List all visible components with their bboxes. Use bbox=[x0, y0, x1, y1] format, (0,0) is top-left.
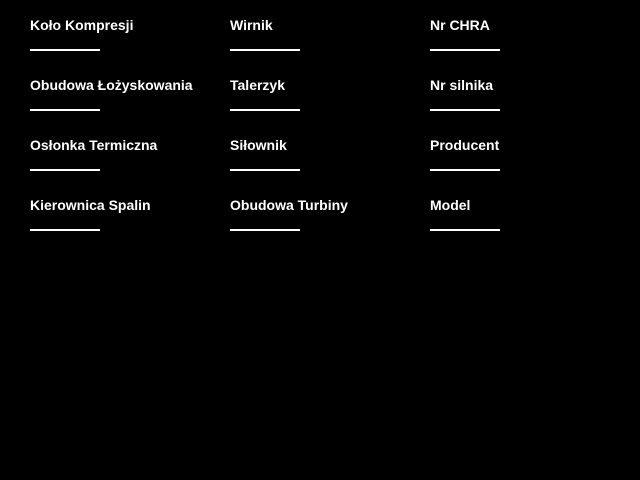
field-wirnik bbox=[230, 0, 430, 60]
field-label: Siłownik bbox=[230, 137, 287, 153]
field-value-slot[interactable] bbox=[230, 148, 300, 171]
field-label: Model bbox=[430, 197, 471, 213]
field-obudowa-turbiny bbox=[230, 180, 430, 240]
parts-form bbox=[30, 0, 630, 240]
field-kierownica-spalin bbox=[30, 180, 230, 240]
field-value-slot[interactable] bbox=[430, 28, 500, 51]
form-column-identification bbox=[430, 0, 630, 240]
form-column-parts-middle bbox=[230, 0, 430, 240]
field-label: Kierownica Spalin bbox=[30, 197, 151, 213]
field-label: Nr silnika bbox=[430, 77, 494, 93]
field-value-slot[interactable] bbox=[230, 88, 300, 111]
field-value-slot[interactable] bbox=[430, 88, 500, 111]
field-value-slot[interactable] bbox=[230, 28, 300, 51]
field-value-slot[interactable] bbox=[430, 208, 500, 231]
field-value-slot[interactable] bbox=[30, 88, 100, 111]
field-label: Wirnik bbox=[230, 17, 273, 33]
field-label: Obudowa Łożyskowania bbox=[30, 77, 193, 93]
field-label: Producent bbox=[430, 137, 500, 153]
field-value-slot[interactable] bbox=[30, 208, 100, 231]
field-kolo-kompresji bbox=[30, 0, 230, 60]
field-label: Osłonka Termiczna bbox=[30, 137, 158, 153]
field-label: Nr CHRA bbox=[430, 17, 490, 33]
field-talerzyk bbox=[230, 60, 430, 120]
field-label: Obudowa Turbiny bbox=[230, 197, 348, 213]
field-label: Koło Kompresji bbox=[30, 17, 134, 33]
field-value-slot[interactable] bbox=[30, 148, 100, 171]
field-value-slot[interactable] bbox=[30, 28, 100, 51]
field-producent bbox=[430, 120, 630, 180]
field-nr-silnika bbox=[430, 60, 630, 120]
field-obudowa-lozyskowania bbox=[30, 60, 230, 120]
field-value-slot[interactable] bbox=[430, 148, 500, 171]
field-label: Talerzyk bbox=[230, 77, 285, 93]
form-column-parts-left bbox=[30, 0, 230, 240]
field-oslonka-termiczna bbox=[30, 120, 230, 180]
field-model bbox=[430, 180, 630, 240]
field-silownik bbox=[230, 120, 430, 180]
field-value-slot[interactable] bbox=[230, 208, 300, 231]
field-nr-chra bbox=[430, 0, 630, 60]
